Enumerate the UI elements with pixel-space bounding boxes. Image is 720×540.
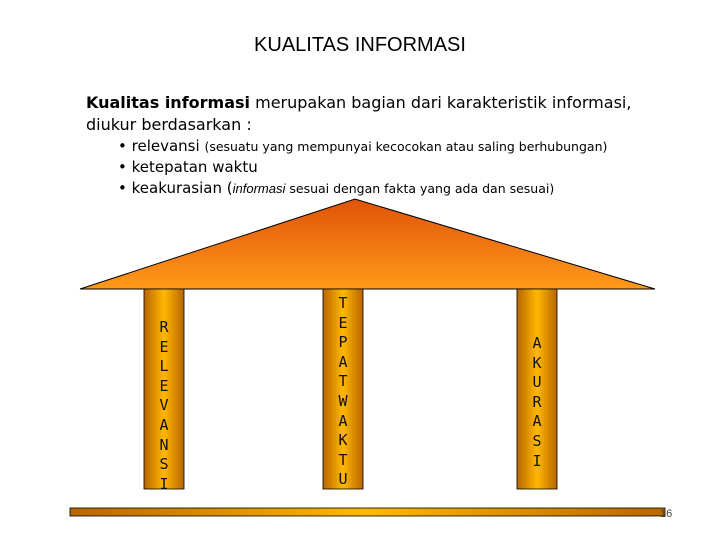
pillar-letter: P [338, 333, 348, 352]
pillar-letter: S [159, 455, 169, 474]
bullet-marker: • [118, 179, 127, 197]
pillar-letter: W [338, 391, 348, 410]
foundation-base [70, 508, 665, 516]
bullet-label: keakurasian [131, 179, 222, 197]
pillar-letter: A [532, 412, 542, 431]
pillar-letter: N [159, 435, 169, 454]
pillar-letter: V [159, 396, 169, 415]
pillar-letter: I [532, 451, 542, 470]
intro-rest: merupakan bagian dari karakteristik informasi, [250, 93, 632, 112]
bullet-marker: • [118, 137, 127, 155]
pillar-letter: K [532, 353, 542, 372]
bullet-desc: sesuai dengan fakta yang ada dan sesuai) [285, 181, 555, 196]
pillar-letter: A [338, 411, 348, 430]
bullet-desc: (sesuatu yang mempunyai kecocokan atau saling berhubungan) [204, 139, 608, 154]
pillar-letters-tepat-waktu [323, 294, 363, 490]
pillar-letters-akurasi [517, 334, 557, 471]
pillar-letter: A [532, 334, 542, 352]
page-number: 16 [660, 508, 673, 520]
pillar-letter: S [532, 431, 542, 450]
pillar-letters-relevansi [144, 318, 184, 494]
pillar-letter: T [338, 450, 348, 469]
pillar-letter: U [338, 470, 348, 489]
slide-title: KUALITAS INFORMASI [254, 34, 466, 56]
pillar-letter: R [532, 392, 542, 411]
pillar-letter: R [159, 318, 169, 336]
bullet-marker: • [118, 158, 127, 176]
pillar-letter: E [159, 337, 169, 356]
bullet-label: relevansi [131, 137, 200, 155]
pillar-letter: E [338, 313, 348, 332]
bullet-label: ketepatan waktu [131, 158, 258, 176]
bullet-paren: ( [226, 179, 233, 197]
pillar-letter: K [338, 431, 348, 450]
pillar-letter: T [338, 372, 348, 391]
intro-bold: Kualitas informasi [86, 93, 251, 112]
pillar-letter: A [338, 352, 348, 371]
pillar-letter: U [532, 373, 542, 392]
pillar-letter: T [338, 294, 348, 312]
intro-line2: diukur berdasarkan : [86, 115, 252, 134]
pillar-letter: L [159, 357, 169, 376]
pillar-letter: I [159, 474, 169, 493]
pillar-letter: A [159, 415, 169, 434]
roof [80, 199, 655, 289]
pillar-letter: E [159, 376, 169, 395]
bullet-desc-italic: informasi [232, 181, 286, 196]
